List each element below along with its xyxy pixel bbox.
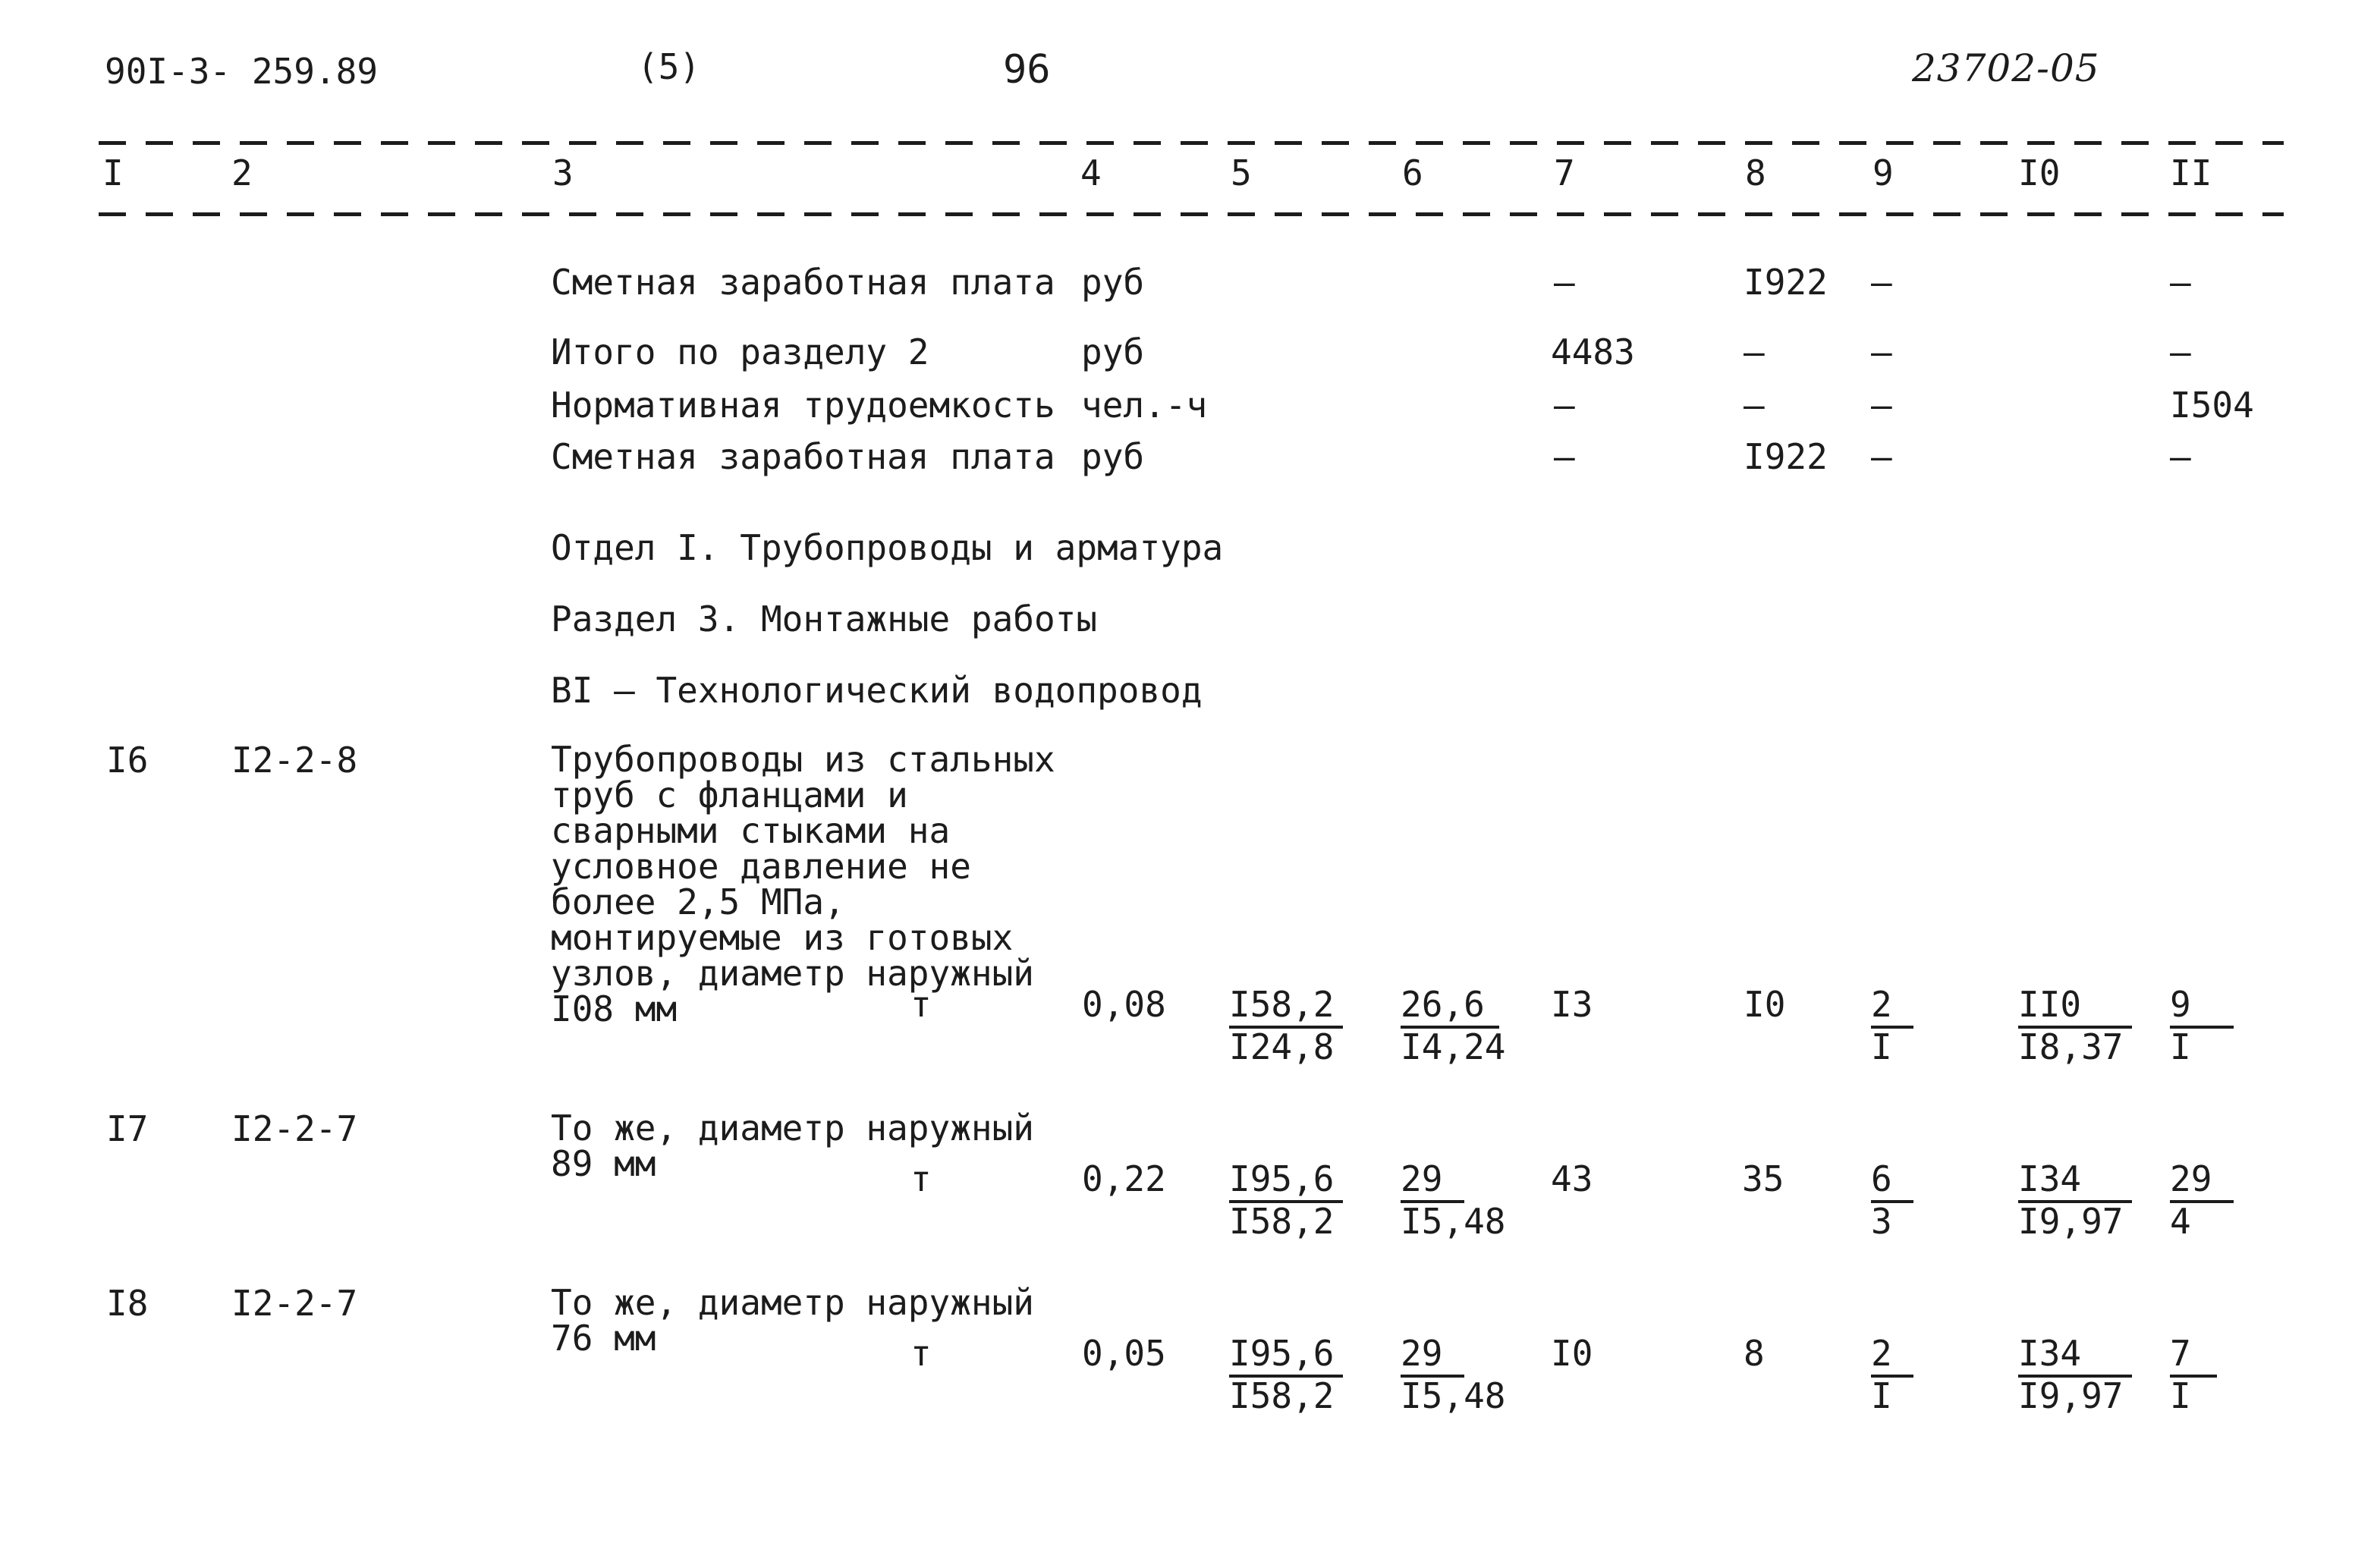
machines-cost-bottom: 3 — [1871, 1201, 1892, 1242]
header-bottom-rule — [99, 212, 2284, 216]
summary-col11: – — [2170, 436, 2191, 477]
column-header-10: I0 — [2018, 152, 2061, 193]
summary-unit: руб — [1081, 332, 1145, 372]
unit-cost-wages: I58,2 — [1229, 1375, 1335, 1416]
summary-unit: руб — [1081, 436, 1145, 477]
unit: т — [910, 984, 932, 1025]
unit-cost — [1229, 1159, 1343, 1241]
labor-total-bottom: I — [2170, 1375, 2191, 1416]
labor-total-top: 7 — [2170, 1333, 2191, 1374]
unit-cost-machines — [1401, 1334, 1514, 1416]
row-number: I6 — [106, 740, 149, 781]
row-number: I7 — [106, 1108, 149, 1149]
summary-col9: – — [1871, 436, 1892, 477]
rate-code: I2-2-7 — [231, 1283, 358, 1324]
column-header-1: I — [102, 152, 124, 193]
unit-cost-wages: I58,2 — [1229, 1201, 1335, 1242]
unit-cost-wages: I24,8 — [1229, 1026, 1335, 1067]
summary-col9: – — [1871, 262, 1892, 303]
machines-cost-top: 6 — [1871, 1158, 1892, 1199]
header-top-rule — [99, 141, 2284, 145]
rate-code: I2-2-8 — [231, 740, 358, 781]
machines-cost — [1871, 1159, 1913, 1241]
unit: т — [910, 1333, 932, 1374]
summary-col7: – — [1554, 262, 1575, 303]
quantity: 0,22 — [1082, 1158, 1166, 1199]
unit-cost-total: I95,6 — [1229, 1158, 1335, 1199]
summary-label: Нормативная трудоемкость — [551, 385, 1055, 426]
labor-per-unit — [2018, 1334, 2132, 1416]
labor-per-unit-top: II0 — [2018, 984, 2082, 1025]
summary-col8: I922 — [1744, 436, 1828, 477]
labor-per-unit-bottom: I8,37 — [2018, 1026, 2124, 1067]
labor-per-unit — [2018, 1159, 2132, 1241]
column-header-7: 7 — [1554, 152, 1575, 193]
machines-wages: I4,24 — [1401, 1026, 1506, 1067]
archive-stamp: 23702-05 — [1912, 46, 2100, 90]
rate-code: I2-2-7 — [231, 1108, 358, 1149]
summary-col7: – — [1554, 385, 1575, 426]
page-number: 96 — [1003, 47, 1051, 93]
machines-cost — [1871, 1334, 1913, 1416]
summary-label: Итого по разделу 2 — [551, 332, 929, 372]
machines-total: 26,6 — [1401, 984, 1485, 1025]
unit-cost — [1229, 1334, 1343, 1416]
summary-col8: I922 — [1744, 262, 1828, 303]
unit-cost-total: I95,6 — [1229, 1333, 1335, 1374]
work-description: То же, диаметр наружный 89 мм — [551, 1108, 1034, 1184]
summary-label: Сметная заработная плата — [551, 262, 1055, 303]
labor-per-unit-bottom: I9,97 — [2018, 1375, 2124, 1416]
machines-wages: I5,48 — [1401, 1375, 1506, 1416]
column-header-8: 8 — [1745, 152, 1766, 193]
work-description: Трубопроводы из стальных труб с фланцами и сварными стыками на условное давление не более 2,5 МПа, монтируемые из готовых узлов, диаметр наружный I08 мм — [551, 739, 1055, 1029]
summary-col11: I504 — [2170, 385, 2254, 426]
labor-total-bottom: I — [2170, 1026, 2191, 1067]
unit-cost-machines — [1401, 985, 1514, 1067]
machines-cost-bottom: I — [1871, 1026, 1892, 1067]
labor-per-unit-top: I34 — [2018, 1333, 2082, 1374]
machines-total: 29 — [1401, 1158, 1443, 1199]
document-code: 90I-3- 259.89 — [105, 51, 379, 92]
total-cost: I3 — [1551, 984, 1593, 1025]
work-description: То же, диаметр наружный 76 мм — [551, 1282, 1034, 1359]
summary-col9: – — [1871, 332, 1892, 372]
summary-col7: – — [1554, 436, 1575, 477]
machines-cost — [1871, 985, 1913, 1067]
machines-cost-top: 2 — [1871, 984, 1892, 1025]
labor-per-unit-top: I34 — [2018, 1158, 2082, 1199]
section-heading: Раздел 3. Монтажные работы — [551, 599, 1098, 639]
summary-unit: руб — [1081, 262, 1145, 303]
column-header-9: 9 — [1872, 152, 1894, 193]
labor-total — [2170, 985, 2234, 1067]
quantity: 0,08 — [1082, 984, 1166, 1025]
labor-total-top: 9 — [2170, 984, 2191, 1025]
machines-wages: I5,48 — [1401, 1201, 1506, 1242]
unit-cost-machines — [1401, 1159, 1514, 1241]
unit: т — [910, 1158, 932, 1199]
quantity: 0,05 — [1082, 1333, 1166, 1374]
summary-col8: – — [1744, 332, 1765, 372]
labor-total-bottom: 4 — [2170, 1201, 2191, 1242]
labor-total — [2170, 1334, 2217, 1416]
unit-cost — [1229, 985, 1343, 1067]
summary-col7: 4483 — [1551, 332, 1635, 372]
summary-col8: – — [1744, 385, 1765, 426]
labor-per-unit-bottom: I9,97 — [2018, 1201, 2124, 1242]
total-cost: 43 — [1551, 1158, 1593, 1199]
summary-col11: – — [2170, 332, 2191, 372]
total-wages: I0 — [1744, 984, 1786, 1025]
summary-unit: чел.-ч — [1081, 385, 1208, 426]
machines-total: 29 — [1401, 1333, 1443, 1374]
column-header-4: 4 — [1080, 152, 1102, 193]
labor-total-top: 29 — [2170, 1158, 2212, 1199]
total-cost: I0 — [1551, 1333, 1593, 1374]
labor-total — [2170, 1159, 2234, 1241]
summary-label: Сметная заработная плата — [551, 436, 1055, 477]
total-wages: 35 — [1742, 1158, 1784, 1199]
part-number: (5) — [637, 46, 701, 87]
department-heading: Отдел I. Трубопроводы и арматура — [551, 527, 1224, 568]
labor-per-unit — [2018, 985, 2132, 1067]
system-heading: ВI – Технологический водопровод — [551, 670, 1203, 711]
column-header-6: 6 — [1402, 152, 1423, 193]
machines-cost-bottom: I — [1871, 1375, 1892, 1416]
column-header-3: 3 — [552, 152, 574, 193]
column-header-5: 5 — [1231, 152, 1252, 193]
total-wages: 8 — [1744, 1333, 1765, 1374]
unit-cost-total: I58,2 — [1229, 984, 1335, 1025]
machines-cost-top: 2 — [1871, 1333, 1892, 1374]
row-number: I8 — [106, 1283, 149, 1324]
summary-col9: – — [1871, 385, 1892, 426]
summary-col11: – — [2170, 262, 2191, 303]
column-header-2: 2 — [231, 152, 253, 193]
column-header-11: II — [2170, 152, 2212, 193]
